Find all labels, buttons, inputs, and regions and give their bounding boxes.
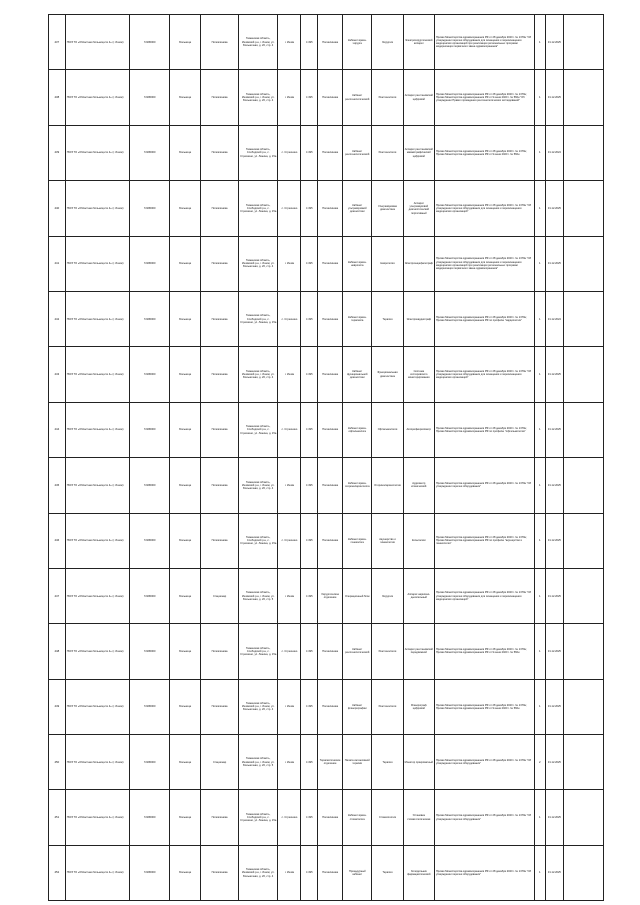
cell-cabinet: Кабинет врача-оториноларинголога <box>343 458 372 513</box>
cell-settlement: с. Стрехнино <box>278 402 301 457</box>
cell-row-number: 445 <box>49 458 66 513</box>
cell-address: Тюменская область, Ишимский р-н, г. Ишим, ул. Больничная, д. 20, стр. 4 <box>238 458 278 513</box>
cell-population: 4 495 <box>301 181 318 236</box>
cell-organization-name: ГБУЗ ТО «Областная больница № 4» (г. Ишим) <box>65 845 130 900</box>
cell-equipment-name: Электроэнцефалограф <box>403 236 434 291</box>
table-row <box>49 513 604 568</box>
cell-facility-type: Больница <box>170 735 201 790</box>
cell-department: Поликлиника <box>318 291 343 346</box>
cell-blank <box>564 679 604 734</box>
cell-cabinet: Операционный блок <box>343 568 372 623</box>
cell-subdivision: Поликлиника <box>201 624 239 679</box>
cell-facility-type: Больница <box>170 679 201 734</box>
cell-blank <box>564 125 604 180</box>
cell-organization-name: ГБУЗ ТО «Областная больница № 4» (г. Ишим) <box>65 568 130 623</box>
cell-facility-type: Больница <box>170 125 201 180</box>
cell-equipment-name: Аудиометр клинический <box>403 458 434 513</box>
cell-address: Тюменская область, Слободской р-н, с. Стрехнино, ул. Ленина, д. 15а <box>238 125 278 180</box>
cell-facility-type: Больница <box>170 790 201 845</box>
cell-row-number: 442 <box>49 291 66 346</box>
cell-profile: Хирургия <box>372 15 403 70</box>
cell-profile: Рентгенология <box>372 624 403 679</box>
cell-address: Тюменская область, Слободской р-н, с. Стрехнино, ул. Ленина, д. 15а <box>238 790 278 845</box>
table-row <box>49 679 604 734</box>
cell-row-number: 441 <box>49 236 66 291</box>
cell-department: Поликлиника <box>318 181 343 236</box>
cell-deadline-date: 31.12.2024 <box>545 125 564 180</box>
cell-organization-name: ГБУЗ ТО «Областная больница № 4» (г. Ишим) <box>65 70 130 125</box>
cell-regulatory-basis: Приказ Министерства здравоохранения РФ от 28 декабря 2020 г. № 1379н; Приказ Министерства здравоохранения РФ по профилю "кардиология" <box>434 291 534 346</box>
cell-subdivision: Поликлиника <box>201 790 239 845</box>
cell-row-number: 444 <box>49 402 66 457</box>
cell-address: Тюменская область, Слободской р-н, с. Стрехнино, ул. Ленина, д. 15а <box>238 291 278 346</box>
cell-regulatory-basis: Приказ Министерства здравоохранения РФ от 28 декабря 2020 г. № 1379н "Об утверждении перечня оборудования" <box>434 735 534 790</box>
cell-row-number: 450 <box>49 735 66 790</box>
cell-okato-code: 72180000 <box>130 735 170 790</box>
cell-regulatory-basis: Приказ Министерства здравоохранения РФ от 28 декабря 2020 г. № 1379н; Приказ Министерства здравоохранения РФ по профилю "офтальмология" <box>434 402 534 457</box>
cell-department: Поликлиника <box>318 513 343 568</box>
cell-deadline-date: 31.12.2025 <box>545 735 564 790</box>
cell-profile: Рентгенология <box>372 70 403 125</box>
table-row <box>49 291 604 346</box>
cell-okato-code: 72180000 <box>130 236 170 291</box>
cell-organization-name: ГБУЗ ТО «Областная больница № 4» (г. Ишим) <box>65 291 130 346</box>
cell-equipment-name: Кольпоскоп <box>403 513 434 568</box>
cell-blank <box>564 568 604 623</box>
cell-settlement: г. Ишим <box>278 735 301 790</box>
cell-facility-type: Больница <box>170 568 201 623</box>
cell-okato-code: 72180000 <box>130 624 170 679</box>
cell-deadline-date: 31.12.2025 <box>545 624 564 679</box>
cell-cabinet: Кабинет врача-стоматолога <box>343 790 372 845</box>
cell-address: Тюменская область, Ишимский р-н, г. Ишим, ул. Больничная, д. 20, стр. 4 <box>238 15 278 70</box>
cell-settlement: г. Ишим <box>278 347 301 402</box>
cell-quantity: 1 <box>535 236 545 291</box>
cell-population: 4 495 <box>301 15 318 70</box>
cell-profile: Рентгенология <box>372 679 403 734</box>
cell-department: Поликлиника <box>318 236 343 291</box>
cell-subdivision: Поликлиника <box>201 402 239 457</box>
cell-settlement: г. Ишим <box>278 679 301 734</box>
cell-quantity: 1 <box>535 70 545 125</box>
cell-department: Поликлиника <box>318 125 343 180</box>
cell-regulatory-basis: Приказ Министерства здравоохранения РФ от 28 декабря 2020 г. № 1379н "Об утверждении перечня оборудования для оснащения и переоснащения медицинских организаций" <box>434 181 534 236</box>
cell-okato-code: 72180000 <box>130 568 170 623</box>
cell-equipment-name: Аппарат рентгеновский цифровой <box>403 70 434 125</box>
cell-population: 4 495 <box>301 347 318 402</box>
cell-quantity: 1 <box>535 458 545 513</box>
cell-okato-code: 72180000 <box>130 291 170 346</box>
cell-department: Поликлиника <box>318 347 343 402</box>
cell-organization-name: ГБУЗ ТО «Областная больница № 4» (г. Ишим) <box>65 458 130 513</box>
cell-cabinet: Кабинет рентгенологический <box>343 70 372 125</box>
cell-department: Хирургическое отделение <box>318 568 343 623</box>
cell-equipment-name: Электрохирургический аппарат <box>403 15 434 70</box>
cell-settlement: г. Ишим <box>278 458 301 513</box>
cell-deadline-date: 31.12.2025 <box>545 679 564 734</box>
cell-organization-name: ГБУЗ ТО «Областная больница № 4» (г. Ишим) <box>65 402 130 457</box>
cell-blank <box>564 347 604 402</box>
cell-regulatory-basis: Приказ Министерства здравоохранения РФ от 28 декабря 2020 г. № 1379н "Об утверждении перечня оборудования для оснащения и переоснащения медицинских организаций при реализации региональных программ модернизации первичного звена здравоохранения" <box>434 236 534 291</box>
cell-blank <box>564 735 604 790</box>
cell-address: Тюменская область, Слободской р-н, с. Стрехнино, ул. Ленина, д. 15а <box>238 181 278 236</box>
cell-row-number: 443 <box>49 347 66 402</box>
cell-profile: Рентгенология <box>372 125 403 180</box>
cell-regulatory-basis: Приказ Министерства здравоохранения РФ от 28 декабря 2020 г. № 1379н "Об утверждении перечня оборудования" <box>434 845 534 900</box>
cell-subdivision: Поликлиника <box>201 845 239 900</box>
cell-address: Тюменская область, Ишимский р-н, г. Ишим, ул. Больничная, д. 20, стр. 4 <box>238 347 278 402</box>
cell-organization-name: ГБУЗ ТО «Областная больница № 4» (г. Ишим) <box>65 735 130 790</box>
cell-address: Тюменская область, Слободской р-н, с. Стрехнино, ул. Ленина, д. 15а <box>238 402 278 457</box>
cell-settlement: г. Ишим <box>278 15 301 70</box>
cell-cabinet: Кабинет врача-невролога <box>343 236 372 291</box>
cell-quantity: 1 <box>535 402 545 457</box>
table-row <box>49 624 604 679</box>
cell-equipment-name: Система холтеровского мониторирования <box>403 347 434 402</box>
cell-deadline-date: 31.12.2025 <box>545 181 564 236</box>
cell-facility-type: Больница <box>170 236 201 291</box>
cell-row-number: 438 <box>49 70 66 125</box>
cell-profile: Функциональная диагностика <box>372 347 403 402</box>
cell-cabinet: Кабинет рентгенологический <box>343 125 372 180</box>
cell-department: Поликлиника <box>318 458 343 513</box>
cell-blank <box>564 15 604 70</box>
cell-equipment-name: Монитор прикроватный <box>403 735 434 790</box>
cell-cabinet: Процедурный кабинет <box>343 845 372 900</box>
cell-quantity: 1 <box>535 845 545 900</box>
cell-deadline-date: 31.12.2025 <box>545 458 564 513</box>
cell-population: 4 495 <box>301 402 318 457</box>
cell-okato-code: 72180000 <box>130 790 170 845</box>
cell-blank <box>564 70 604 125</box>
cell-quantity: 1 <box>535 291 545 346</box>
cell-regulatory-basis: Приказ Министерства здравоохранения РФ от 28 декабря 2020 г. № 1379н "Об утверждении перечня оборудования для оснащения и переоснащения медицинских организаций" <box>434 568 534 623</box>
cell-population: 4 495 <box>301 291 318 346</box>
cell-facility-type: Больница <box>170 624 201 679</box>
cell-address: Тюменская область, Слободской р-н, с. Стрехнино, ул. Ленина, д. 15а <box>238 513 278 568</box>
cell-profile: Хирургия <box>372 568 403 623</box>
cell-facility-type: Больница <box>170 70 201 125</box>
cell-profile: Неврология <box>372 236 403 291</box>
cell-organization-name: ГБУЗ ТО «Областная больница № 4» (г. Ишим) <box>65 181 130 236</box>
cell-subdivision: Поликлиника <box>201 15 239 70</box>
cell-department: Поликлиника <box>318 70 343 125</box>
cell-department: Поликлиника <box>318 679 343 734</box>
table-row <box>49 458 604 513</box>
cell-subdivision: Поликлиника <box>201 679 239 734</box>
cell-profile: Терапия <box>372 735 403 790</box>
cell-population: 4 495 <box>301 513 318 568</box>
cell-subdivision: Поликлиника <box>201 458 239 513</box>
cell-blank <box>564 291 604 346</box>
cell-equipment-name: Аппарат рентгеновский маммографический цифровой <box>403 125 434 180</box>
cell-quantity: 1 <box>535 513 545 568</box>
cell-row-number: 451 <box>49 790 66 845</box>
cell-department: Поликлиника <box>318 402 343 457</box>
cell-settlement: г. Ишим <box>278 236 301 291</box>
cell-cabinet: Кабинет врача-хирурга <box>343 15 372 70</box>
cell-blank <box>564 624 604 679</box>
cell-organization-name: ГБУЗ ТО «Областная больница № 4» (г. Ишим) <box>65 679 130 734</box>
cell-population: 4 495 <box>301 790 318 845</box>
cell-equipment-name: Холодильник фармацевтический <box>403 845 434 900</box>
cell-facility-type: Больница <box>170 845 201 900</box>
cell-organization-name: ГБУЗ ТО «Областная больница № 4» (г. Ишим) <box>65 125 130 180</box>
table-row <box>49 70 604 125</box>
cell-okato-code: 72180000 <box>130 15 170 70</box>
cell-subdivision: Поликлиника <box>201 236 239 291</box>
cell-profile: Оториноларингология <box>372 458 403 513</box>
cell-okato-code: 72180000 <box>130 125 170 180</box>
cell-okato-code: 72180000 <box>130 845 170 900</box>
cell-row-number: 449 <box>49 679 66 734</box>
cell-okato-code: 72180000 <box>130 402 170 457</box>
cell-facility-type: Больница <box>170 513 201 568</box>
cell-facility-type: Больница <box>170 402 201 457</box>
cell-quantity: 1 <box>535 347 545 402</box>
cell-address: Тюменская область, Ишимский р-н, г. Ишим, ул. Больничная, д. 20, стр. 5 <box>238 735 278 790</box>
cell-quantity: 2 <box>535 735 545 790</box>
table-row <box>49 236 604 291</box>
cell-subdivision: Поликлиника <box>201 347 239 402</box>
cell-quantity: 1 <box>535 624 545 679</box>
cell-quantity: 1 <box>535 679 545 734</box>
cell-profile: Терапия <box>372 291 403 346</box>
cell-deadline-date: 31.12.2025 <box>545 15 564 70</box>
cell-blank <box>564 402 604 457</box>
cell-address: Тюменская область, Ишимский р-н, г. Ишим, ул. Больничная, д. 20, стр. 4 <box>238 236 278 291</box>
cell-okato-code: 72180000 <box>130 181 170 236</box>
table-row <box>49 347 604 402</box>
cell-okato-code: 72180000 <box>130 679 170 734</box>
cell-department: Поликлиника <box>318 845 343 900</box>
cell-deadline-date: 31.12.2025 <box>545 568 564 623</box>
cell-facility-type: Больница <box>170 181 201 236</box>
cell-population: 4 495 <box>301 845 318 900</box>
cell-facility-type: Больница <box>170 15 201 70</box>
cell-blank <box>564 790 604 845</box>
cell-quantity: 1 <box>535 790 545 845</box>
cell-equipment-name: Авторефкератометр <box>403 402 434 457</box>
cell-subdivision: Поликлиника <box>201 513 239 568</box>
cell-subdivision: Поликлиника <box>201 291 239 346</box>
cell-regulatory-basis: Приказ Министерства здравоохранения РФ от 28 декабря 2020 г. № 1379н; Приказ Министерства здравоохранения РФ от 9 июня 2020 г. № 560н <box>434 624 534 679</box>
cell-settlement: с. Стрехнино <box>278 125 301 180</box>
cell-blank <box>564 513 604 568</box>
cell-settlement: с. Стрехнино <box>278 790 301 845</box>
cell-profile: Акушерство и гинекология <box>372 513 403 568</box>
cell-subdivision: Поликлиника <box>201 181 239 236</box>
cell-facility-type: Больница <box>170 458 201 513</box>
cell-deadline-date: 31.12.2025 <box>545 790 564 845</box>
cell-department: Терапевтическое отделение <box>318 735 343 790</box>
cell-row-number: 439 <box>49 125 66 180</box>
cell-okato-code: 72180000 <box>130 70 170 125</box>
cell-equipment-name: Установка стоматологическая <box>403 790 434 845</box>
cell-equipment-name: Флюорограф цифровой <box>403 679 434 734</box>
cell-department: Поликлиника <box>318 15 343 70</box>
cell-regulatory-basis: Приказ Министерства здравоохранения РФ от 28 декабря 2020 г. № 1379н "Об утверждении перечня оборудования" <box>434 458 534 513</box>
cell-row-number: 446 <box>49 513 66 568</box>
cell-population: 4 495 <box>301 624 318 679</box>
cell-deadline-date: 31.12.2025 <box>545 347 564 402</box>
cell-settlement: г. Ишим <box>278 568 301 623</box>
cell-organization-name: ГБУЗ ТО «Областная больница № 4» (г. Ишим) <box>65 15 130 70</box>
cell-cabinet: Кабинет функциональной диагностики <box>343 347 372 402</box>
cell-population: 4 495 <box>301 679 318 734</box>
table-row <box>49 790 604 845</box>
cell-profile: Ультразвуковая диагностика <box>372 181 403 236</box>
cell-facility-type: Больница <box>170 291 201 346</box>
cell-population: 4 495 <box>301 70 318 125</box>
cell-cabinet: Кабинет флюорографии <box>343 679 372 734</box>
cell-population: 4 495 <box>301 125 318 180</box>
cell-quantity: 1 <box>535 181 545 236</box>
cell-equipment-name: Электрокардиограф <box>403 291 434 346</box>
cell-cabinet: Кабинет врача-терапевта <box>343 291 372 346</box>
table-row <box>49 568 604 623</box>
cell-subdivision: Стационар <box>201 568 239 623</box>
cell-settlement: г. Ишим <box>278 70 301 125</box>
table-row <box>49 845 604 900</box>
cell-cabinet: Кабинет рентгенологический <box>343 624 372 679</box>
cell-department: Поликлиника <box>318 624 343 679</box>
cell-regulatory-basis: Приказ Министерства здравоохранения РФ от 28 декабря 2020 г. № 1379н "Об утверждении перечня оборудования" <box>434 790 534 845</box>
cell-profile: Офтальмология <box>372 402 403 457</box>
cell-department: Поликлиника <box>318 790 343 845</box>
cell-cabinet: Кабинет врача-офтальмолога <box>343 402 372 457</box>
cell-organization-name: ГБУЗ ТО «Областная больница № 4» (г. Ишим) <box>65 790 130 845</box>
cell-row-number: 447 <box>49 568 66 623</box>
cell-cabinet: Кабинет ультразвуковой диагностики <box>343 181 372 236</box>
cell-regulatory-basis: Приказ Министерства здравоохранения РФ от 28 декабря 2020 г. № 1379н; Приказ Министерства здравоохранения РФ от 9 июня 2020 г. № 560н "Об утверждении Правил проведения рентгенологических исследований" <box>434 70 534 125</box>
cell-address: Тюменская область, Ишимский р-н, г. Ишим, ул. Больничная, д. 20, стр. 5 <box>238 568 278 623</box>
cell-blank <box>564 845 604 900</box>
cell-address: Тюменская область, Слободской р-н, с. Стрехнино, ул. Ленина, д. 15а <box>238 624 278 679</box>
cell-okato-code: 72180000 <box>130 513 170 568</box>
table-body <box>49 15 604 901</box>
cell-address: Тюменская область, Ишимский р-н, г. Ишим, ул. Больничная, д. 20, стр. 4 <box>238 845 278 900</box>
cell-population: 4 495 <box>301 236 318 291</box>
cell-organization-name: ГБУЗ ТО «Областная больница № 4» (г. Ишим) <box>65 513 130 568</box>
cell-equipment-name: Аппарат рентгеновский передвижной <box>403 624 434 679</box>
equipment-table <box>48 14 604 901</box>
cell-regulatory-basis: Приказ Министерства здравоохранения РФ от 28 декабря 2020 г. № 1379н "Об утверждении перечня оборудования для оснащения и переоснащения медицинских организаций при реализации региональных программ модернизации первичного звена здравоохранения" <box>434 15 534 70</box>
cell-profile: Стоматология <box>372 790 403 845</box>
cell-blank <box>564 181 604 236</box>
cell-regulatory-basis: Приказ Министерства здравоохранения РФ от 28 декабря 2020 г. № 1379н; Приказ Министерства здравоохранения РФ от 9 июня 2020 г. № 560н <box>434 125 534 180</box>
cell-settlement: с. Стрехнино <box>278 181 301 236</box>
cell-address: Тюменская область, Ишимский р-н, г. Ишим, ул. Больничная, д. 20, стр. 4 <box>238 679 278 734</box>
cell-quantity: 1 <box>535 125 545 180</box>
cell-regulatory-basis: Приказ Министерства здравоохранения РФ от 28 декабря 2020 г. № 1379н; Приказ Министерства здравоохранения РФ по профилю "акушерство и гинекология" <box>434 513 534 568</box>
table-row <box>49 181 604 236</box>
cell-deadline-date: 31.12.2025 <box>545 70 564 125</box>
cell-equipment-name: Аппарат наркозно-дыхательный <box>403 568 434 623</box>
table-row <box>49 125 604 180</box>
cell-settlement: с. Стрехнино <box>278 624 301 679</box>
cell-deadline-date: 31.12.2025 <box>545 402 564 457</box>
cell-equipment-name: Аппарат ультразвуковой диагностический портативный <box>403 181 434 236</box>
cell-settlement: г. Ишим <box>278 845 301 900</box>
cell-subdivision: Стационар <box>201 735 239 790</box>
cell-quantity: 1 <box>535 15 545 70</box>
cell-profile: Терапия <box>372 845 403 900</box>
cell-deadline-date: 31.12.2025 <box>545 513 564 568</box>
cell-blank <box>564 236 604 291</box>
cell-deadline-date: 31.12.2025 <box>545 236 564 291</box>
table-row <box>49 15 604 70</box>
cell-settlement: с. Стрехнино <box>278 291 301 346</box>
cell-address: Тюменская область, Ишимский р-н, г. Ишим, ул. Больничная, д. 20, стр. 4 <box>238 70 278 125</box>
cell-blank <box>564 458 604 513</box>
cell-organization-name: ГБУЗ ТО «Областная больница № 4» (г. Ишим) <box>65 347 130 402</box>
cell-regulatory-basis: Приказ Министерства здравоохранения РФ от 28 декабря 2020 г. № 1379н; Приказ Министерства здравоохранения РФ от 9 июня 2020 г. № 560н <box>434 679 534 734</box>
cell-subdivision: Поликлиника <box>201 125 239 180</box>
cell-okato-code: 72180000 <box>130 347 170 402</box>
cell-row-number: 437 <box>49 15 66 70</box>
cell-cabinet: Кабинет врача-гинеколога <box>343 513 372 568</box>
cell-population: 4 495 <box>301 568 318 623</box>
cell-population: 4 495 <box>301 735 318 790</box>
table-row <box>49 735 604 790</box>
cell-settlement: с. Стрехнино <box>278 513 301 568</box>
cell-subdivision: Поликлиника <box>201 70 239 125</box>
cell-row-number: 452 <box>49 845 66 900</box>
cell-deadline-date: 31.12.2024 <box>545 291 564 346</box>
cell-okato-code: 72180000 <box>130 458 170 513</box>
cell-row-number: 440 <box>49 181 66 236</box>
cell-organization-name: ГБУЗ ТО «Областная больница № 4» (г. Ишим) <box>65 624 130 679</box>
cell-row-number: 448 <box>49 624 66 679</box>
cell-cabinet: Палата интенсивной терапии <box>343 735 372 790</box>
cell-quantity: 1 <box>535 568 545 623</box>
cell-facility-type: Больница <box>170 347 201 402</box>
cell-regulatory-basis: Приказ Министерства здравоохранения РФ от 28 декабря 2020 г. № 1379н "Об утверждении перечня оборудования для оснащения и переоснащения медицинских организаций" <box>434 347 534 402</box>
cell-population: 4 495 <box>301 458 318 513</box>
table-row <box>49 402 604 457</box>
cell-organization-name: ГБУЗ ТО «Областная больница № 4» (г. Ишим) <box>65 236 130 291</box>
cell-deadline-date: 31.12.2025 <box>545 845 564 900</box>
